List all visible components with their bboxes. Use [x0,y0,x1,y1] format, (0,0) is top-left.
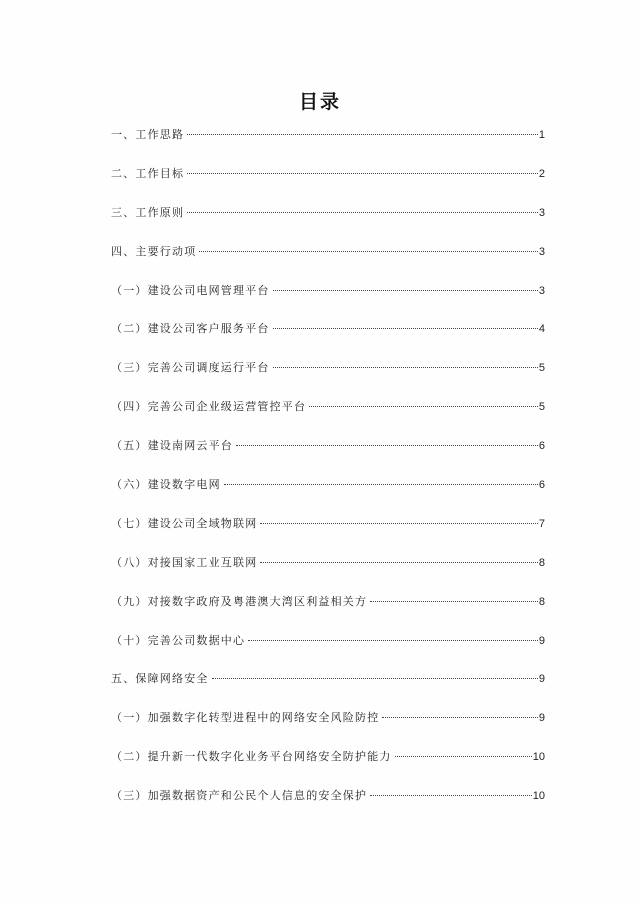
toc-entry-1[interactable] [111,165,545,204]
dot-leader [395,756,532,757]
toc-entry-page: 9 [538,673,545,686]
toc-entry-label: 一、工作思路 [111,128,185,141]
dot-leader [260,523,537,524]
toc-entry-6[interactable] [111,359,545,398]
toc-entry-label: （三）完善公司调度运行平台 [111,361,270,375]
toc-entry-label: （十）完善公司数据中心 [111,633,246,647]
toc-entry-label: （一）加强数字化转型进程中的网络安全风险防控 [111,711,380,725]
toc-entry-page: 3 [538,284,545,297]
toc-entry-label: 五、保障网络安全 [111,672,209,686]
dot-leader [273,367,538,368]
toc-entry-2[interactable] [111,204,545,243]
toc-entry-page: 10 [532,751,545,764]
dot-leader [212,678,538,679]
toc-entry-12[interactable] [111,593,545,632]
table-of-contents [111,126,545,826]
toc-entry-label: （一）建设公司电网管理平台 [111,283,270,297]
toc-entry-10[interactable] [111,515,545,554]
toc-entry-0[interactable] [111,126,545,165]
toc-entry-label: （五）建设南网云平台 [111,439,233,453]
toc-entry-page: 9 [538,634,545,647]
toc-entry-page: 4 [538,323,545,336]
dot-leader [187,134,538,135]
toc-entry-page: 7 [538,517,545,530]
toc-entry-8[interactable] [111,437,545,476]
toc-entry-11[interactable] [111,554,545,593]
dot-leader [382,717,537,718]
toc-entry-page: 5 [538,362,545,375]
dot-leader [187,173,538,174]
toc-entry-9[interactable] [111,476,545,515]
dot-leader [273,290,538,291]
dot-leader [370,601,538,602]
toc-entry-page: 1 [538,129,545,141]
toc-entry-page: 6 [538,479,545,492]
dot-leader [273,328,538,329]
toc-entry-page: 8 [538,556,545,569]
toc-title: 目录 [298,91,341,113]
toc-entry-label: （二）提升新一代数字化业务平台网络安全防护能力 [111,750,392,764]
dot-leader [236,445,538,446]
toc-entry-4[interactable] [111,282,545,321]
toc-entry-label: （三）加强数据资产和公民个人信息的安全保护 [111,789,368,803]
toc-entry-label: （八）对接国家工业互联网 [111,555,258,569]
toc-entry-16[interactable] [111,748,545,787]
toc-entry-label: （二）建设公司客户服务平台 [111,322,270,336]
toc-entry-page: 3 [538,206,545,219]
toc-entry-14[interactable] [111,670,545,709]
toc-entry-15[interactable] [111,709,545,748]
toc-entry-page: 5 [538,401,545,414]
toc-entry-page: 3 [538,245,545,258]
toc-entry-5[interactable] [111,320,545,359]
dot-leader [370,795,532,796]
toc-entry-page: 2 [538,167,545,180]
dot-leader [309,406,538,407]
dot-leader [248,640,538,641]
toc-entry-page: 9 [538,712,545,725]
toc-entry-label: 二、工作目标 [111,166,185,180]
dot-leader [187,212,538,213]
toc-entry-label: 四、主要行动项 [111,244,197,258]
toc-entry-7[interactable] [111,398,545,437]
toc-entry-17[interactable] [111,787,545,826]
toc-entry-3[interactable] [111,243,545,282]
toc-entry-page: 10 [532,790,545,803]
dot-leader [224,484,538,485]
toc-entry-page: 6 [538,440,545,453]
toc-entry-page: 8 [538,595,545,608]
toc-entry-label: （六）建设数字电网 [111,478,221,492]
toc-entry-label: 三、工作原则 [111,205,185,219]
toc-entry-label: （九）对接数字政府及粤港澳大湾区利益相关方 [111,594,368,608]
toc-entry-label: （七）建设公司全域物联网 [111,516,258,530]
dot-leader [260,562,537,563]
toc-entry-label: （四）完善公司企业级运营管控平台 [111,400,307,414]
dot-leader [199,251,537,252]
toc-entry-13[interactable] [111,632,545,671]
